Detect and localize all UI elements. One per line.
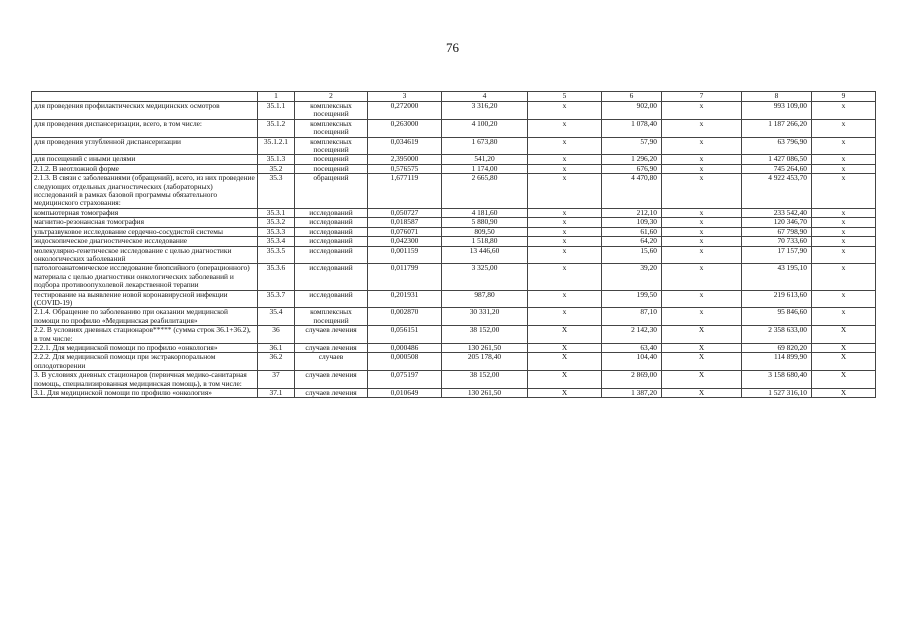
row-col9: X — [812, 326, 876, 344]
row-col8: 1 527 316,10 — [742, 389, 812, 398]
row-col5: X — [528, 326, 602, 344]
row-norm: 0,001159 — [368, 246, 442, 264]
header-cell: 2 — [295, 92, 368, 102]
row-cost: 3 325,00 — [442, 264, 528, 290]
row-col9: X — [812, 353, 876, 371]
row-col5: x — [528, 290, 602, 308]
table-row — [32, 137, 876, 155]
row-code: 37.1 — [258, 389, 295, 398]
row-col9: x — [812, 137, 876, 155]
row-norm: 0,034619 — [368, 137, 442, 155]
row-col6: 2 869,00 — [602, 371, 662, 389]
row-col9: x — [812, 227, 876, 236]
row-col7: x — [662, 119, 742, 137]
row-col7: x — [662, 290, 742, 308]
row-col8: 4 922 453,70 — [742, 174, 812, 209]
table-row — [32, 326, 876, 344]
header-cell: 7 — [662, 92, 742, 102]
row-name: для проведения диспансеризации, всего, в том числе: — [32, 119, 258, 137]
row-name: для посещений с иными целями — [32, 155, 258, 164]
row-cost: 38 152,00 — [442, 371, 528, 389]
row-name: 2.1.3. В связи с заболеваниями (обращений), всего, из них проведение следующих отдельных диагностических (лабораторных) исследований в рамках базовой программы обязательного медицинского страхования: — [32, 174, 258, 209]
row-code: 35.4 — [258, 308, 295, 326]
row-norm: 0,272000 — [368, 102, 442, 120]
row-code: 36.2 — [258, 353, 295, 371]
row-col5: x — [528, 119, 602, 137]
table-row — [32, 227, 876, 236]
row-name: компьютерная томография — [32, 208, 258, 217]
row-name: эндоскопическое диагностическое исследование — [32, 237, 258, 246]
row-unit: случаев лечения — [295, 389, 368, 398]
row-col8: 95 846,60 — [742, 308, 812, 326]
row-col6: 676,90 — [602, 164, 662, 173]
row-col5: x — [528, 208, 602, 217]
row-code: 36.1 — [258, 343, 295, 352]
row-col7: X — [662, 353, 742, 371]
row-cost: 1 518,80 — [442, 237, 528, 246]
table-row — [32, 208, 876, 217]
row-col8: 1 187 266,20 — [742, 119, 812, 137]
row-col6: 109,30 — [602, 218, 662, 227]
row-unit: обращений — [295, 174, 368, 209]
row-name: 3. В условиях дневных стационаров (первичная медико-санитарная помощь, специализированная медицинская помощь), в том числе: — [32, 371, 258, 389]
row-code: 35.3.6 — [258, 264, 295, 290]
row-norm: 2,395000 — [368, 155, 442, 164]
row-col5: x — [528, 137, 602, 155]
row-cost: 205 178,40 — [442, 353, 528, 371]
row-col9: X — [812, 371, 876, 389]
row-col8: 69 820,20 — [742, 343, 812, 352]
header-cell: 1 — [258, 92, 295, 102]
row-norm: 0,010649 — [368, 389, 442, 398]
row-code: 35.3.2 — [258, 218, 295, 227]
row-col6: 1 296,20 — [602, 155, 662, 164]
header-cell: 8 — [742, 92, 812, 102]
row-col8: 70 733,60 — [742, 237, 812, 246]
row-col9: x — [812, 246, 876, 264]
row-col6: 4 470,80 — [602, 174, 662, 209]
table-body — [32, 92, 876, 398]
row-norm: 0,002870 — [368, 308, 442, 326]
data-table — [31, 91, 876, 398]
row-name: 2.2. В условиях дневных стационаров***** (сумма строк 36.1+36.2), в том числе: — [32, 326, 258, 344]
table-row — [32, 290, 876, 308]
row-norm: 0,000508 — [368, 353, 442, 371]
row-unit: исследований — [295, 246, 368, 264]
row-col7: X — [662, 371, 742, 389]
row-unit: исследований — [295, 227, 368, 236]
row-col9: x — [812, 218, 876, 227]
row-col9: x — [812, 290, 876, 308]
table-row — [32, 353, 876, 371]
row-col7: x — [662, 237, 742, 246]
row-name: магнитно-резонансная томография — [32, 218, 258, 227]
row-col7: X — [662, 326, 742, 344]
row-code: 35.1.2.1 — [258, 137, 295, 155]
row-name: 2.1.4. Обращение по заболеванию при оказании медицинской помощи по профилю «Медицинская реабилитация» — [32, 308, 258, 326]
row-norm: 0,201931 — [368, 290, 442, 308]
table-row — [32, 389, 876, 398]
row-col9: x — [812, 237, 876, 246]
row-col7: x — [662, 174, 742, 209]
row-code: 35.1.1 — [258, 102, 295, 120]
row-col8: 3 158 680,40 — [742, 371, 812, 389]
header-cell: 4 — [442, 92, 528, 102]
row-code: 35.3.1 — [258, 208, 295, 217]
table-row — [32, 246, 876, 264]
row-norm: 0,076071 — [368, 227, 442, 236]
row-name: 2.1.2. В неотложной форме — [32, 164, 258, 173]
row-col7: X — [662, 389, 742, 398]
row-unit: посещений — [295, 155, 368, 164]
row-unit: посещений — [295, 164, 368, 173]
row-col5: x — [528, 264, 602, 290]
header-row — [32, 92, 876, 102]
table-row — [32, 174, 876, 209]
row-col9: x — [812, 308, 876, 326]
row-norm: 0,000486 — [368, 343, 442, 352]
row-col9: x — [812, 164, 876, 173]
row-cost: 2 665,80 — [442, 174, 528, 209]
row-unit: случаев лечения — [295, 326, 368, 344]
row-col8: 233 542,40 — [742, 208, 812, 217]
row-col5: x — [528, 237, 602, 246]
row-unit: исследований — [295, 208, 368, 217]
row-col5: X — [528, 389, 602, 398]
row-name: патологоанатомическое исследование биопсийного (операционного) материала с целью диагностики онкологических заболеваний и подбора противоопухолевой лекарственной терапии — [32, 264, 258, 290]
row-code: 35.3 — [258, 174, 295, 209]
row-col6: 212,10 — [602, 208, 662, 217]
row-cost: 13 446,60 — [442, 246, 528, 264]
row-norm: 0,576575 — [368, 164, 442, 173]
row-col6: 199,50 — [602, 290, 662, 308]
row-col9: x — [812, 264, 876, 290]
row-norm: 0,075197 — [368, 371, 442, 389]
row-cost: 130 261,50 — [442, 343, 528, 352]
row-code: 35.1.3 — [258, 155, 295, 164]
row-col8: 67 798,90 — [742, 227, 812, 236]
row-cost: 4 100,20 — [442, 119, 528, 137]
row-col8: 63 796,90 — [742, 137, 812, 155]
row-col7: X — [662, 343, 742, 352]
row-cost: 987,80 — [442, 290, 528, 308]
row-name: для проведения углубленной диспансеризации — [32, 137, 258, 155]
row-col9: x — [812, 174, 876, 209]
row-col5: X — [528, 371, 602, 389]
row-code: 36 — [258, 326, 295, 344]
page-number: 76 — [446, 40, 459, 55]
row-col7: x — [662, 246, 742, 264]
row-name: 3.1. Для медицинской помощи по профилю «онкология» — [32, 389, 258, 398]
row-col5: x — [528, 246, 602, 264]
row-name: молекулярно-генетическое исследование с целью диагностики онкологических заболеваний — [32, 246, 258, 264]
header-cell: 5 — [528, 92, 602, 102]
row-col7: x — [662, 308, 742, 326]
row-code: 35.1.2 — [258, 119, 295, 137]
row-cost: 130 261,50 — [442, 389, 528, 398]
row-name: для проведения профилактических медицинских осмотров — [32, 102, 258, 120]
header-cell: 3 — [368, 92, 442, 102]
row-col6: 87,10 — [602, 308, 662, 326]
header-cell: 6 — [602, 92, 662, 102]
row-norm: 0,056151 — [368, 326, 442, 344]
row-code: 35.3.7 — [258, 290, 295, 308]
row-col6: 63,40 — [602, 343, 662, 352]
row-cost: 4 181,60 — [442, 208, 528, 217]
row-col8: 114 899,90 — [742, 353, 812, 371]
row-unit: случаев — [295, 353, 368, 371]
row-col5: x — [528, 174, 602, 209]
row-col7: x — [662, 208, 742, 217]
row-cost: 809,50 — [442, 227, 528, 236]
row-unit: комплексных посещений — [295, 102, 368, 120]
row-col8: 120 346,70 — [742, 218, 812, 227]
table-row — [32, 218, 876, 227]
row-col7: x — [662, 102, 742, 120]
row-col6: 39,20 — [602, 264, 662, 290]
row-cost: 541,20 — [442, 155, 528, 164]
table-row — [32, 308, 876, 326]
row-col5: X — [528, 343, 602, 352]
row-col6: 61,60 — [602, 227, 662, 236]
row-col7: x — [662, 218, 742, 227]
row-col6: 15,60 — [602, 246, 662, 264]
row-cost: 1 174,00 — [442, 164, 528, 173]
table-row — [32, 164, 876, 173]
row-col7: x — [662, 155, 742, 164]
row-cost: 3 316,20 — [442, 102, 528, 120]
row-col6: 1 078,40 — [602, 119, 662, 137]
row-col6: 2 142,30 — [602, 326, 662, 344]
row-col9: x — [812, 119, 876, 137]
row-col7: x — [662, 264, 742, 290]
row-col6: 57,90 — [602, 137, 662, 155]
row-code: 35.3.4 — [258, 237, 295, 246]
row-col6: 1 387,20 — [602, 389, 662, 398]
row-col8: 993 109,00 — [742, 102, 812, 120]
table-row — [32, 119, 876, 137]
row-cost: 38 152,00 — [442, 326, 528, 344]
row-col8: 745 264,60 — [742, 164, 812, 173]
row-col5: x — [528, 102, 602, 120]
row-unit: исследований — [295, 264, 368, 290]
row-col8: 1 427 086,50 — [742, 155, 812, 164]
row-norm: 0,018587 — [368, 218, 442, 227]
row-name: тестирование на выявление новой коронавирусной инфекции (COVID-19) — [32, 290, 258, 308]
row-col8: 43 195,10 — [742, 264, 812, 290]
row-col5: x — [528, 218, 602, 227]
row-norm: 1,677119 — [368, 174, 442, 209]
row-col9: x — [812, 155, 876, 164]
row-col9: X — [812, 343, 876, 352]
row-col5: X — [528, 353, 602, 371]
row-col7: x — [662, 227, 742, 236]
row-col5: x — [528, 308, 602, 326]
row-cost: 5 880,90 — [442, 218, 528, 227]
table-row — [32, 237, 876, 246]
row-col9: X — [812, 389, 876, 398]
table-row — [32, 264, 876, 290]
row-name: 2.2.2. Для медицинской помощи при экстракорпоральном оплодотворении — [32, 353, 258, 371]
row-col7: x — [662, 164, 742, 173]
row-cost: 1 673,80 — [442, 137, 528, 155]
header-cell: 9 — [812, 92, 876, 102]
row-col6: 64,20 — [602, 237, 662, 246]
row-col8: 219 613,60 — [742, 290, 812, 308]
row-unit: комплексных посещений — [295, 137, 368, 155]
row-unit: случаев лечения — [295, 343, 368, 352]
row-col9: x — [812, 208, 876, 217]
row-col9: x — [812, 102, 876, 120]
row-unit: исследований — [295, 218, 368, 227]
table-row — [32, 371, 876, 389]
row-col8: 2 358 633,00 — [742, 326, 812, 344]
row-col8: 17 157,90 — [742, 246, 812, 264]
row-unit: комплексных посещений — [295, 119, 368, 137]
row-col5: x — [528, 164, 602, 173]
table-row — [32, 155, 876, 164]
row-code: 37 — [258, 371, 295, 389]
row-name: 2.2.1. Для медицинской помощи по профилю «онкология» — [32, 343, 258, 352]
row-unit: исследований — [295, 290, 368, 308]
row-cost: 30 331,20 — [442, 308, 528, 326]
row-norm: 0,263000 — [368, 119, 442, 137]
row-unit: исследований — [295, 237, 368, 246]
row-norm: 0,050727 — [368, 208, 442, 217]
row-unit: комплексных посещений — [295, 308, 368, 326]
row-norm: 0,042300 — [368, 237, 442, 246]
row-col6: 902,00 — [602, 102, 662, 120]
row-col5: x — [528, 155, 602, 164]
row-code: 35.3.5 — [258, 246, 295, 264]
row-col5: x — [528, 227, 602, 236]
row-col6: 104,40 — [602, 353, 662, 371]
row-code: 35.3.3 — [258, 227, 295, 236]
row-unit: случаев лечения — [295, 371, 368, 389]
row-norm: 0,011799 — [368, 264, 442, 290]
row-code: 35.2 — [258, 164, 295, 173]
table-row — [32, 343, 876, 352]
table-row — [32, 102, 876, 120]
row-name: ультразвуковое исследование сердечно-сосудистой системы — [32, 227, 258, 236]
row-col7: x — [662, 137, 742, 155]
header-cell — [32, 92, 258, 102]
